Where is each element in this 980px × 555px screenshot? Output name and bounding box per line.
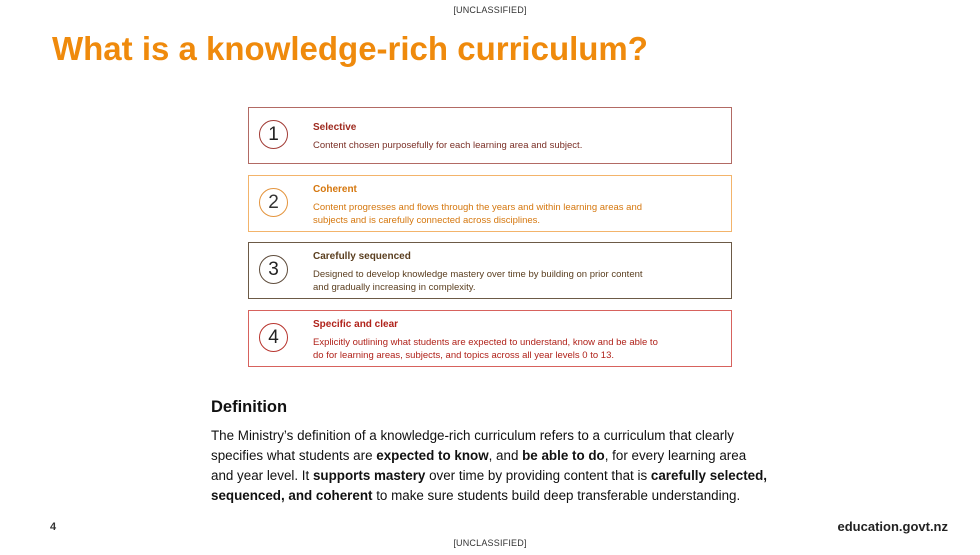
definition-emphasis: expected to know bbox=[376, 448, 489, 463]
definition-text: to make sure students build deep transferable understanding. bbox=[372, 488, 741, 503]
item-box-carefully-sequenced bbox=[248, 242, 732, 299]
item-box-selective bbox=[248, 107, 732, 164]
item-title: Specific and clear bbox=[313, 319, 399, 330]
classification-label-bottom: [UNCLASSIFIED] bbox=[453, 538, 527, 548]
item-title: Carefully sequenced bbox=[313, 251, 411, 262]
item-title: Coherent bbox=[313, 184, 357, 195]
item-box-coherent bbox=[248, 175, 732, 232]
page-number: 4 bbox=[50, 521, 57, 533]
definition-emphasis: carefully selected, sequenced, and coherent bbox=[211, 468, 768, 503]
item-description-line: subjects and is carefully connected across disciplines. bbox=[313, 215, 541, 226]
definition-emphasis: supports mastery bbox=[312, 468, 426, 483]
item-number-circle: 4 bbox=[259, 323, 288, 352]
classification-label-top: [UNCLASSIFIED] bbox=[453, 5, 527, 15]
item-number-circle: 2 bbox=[259, 188, 288, 217]
definition-emphasis: be able to do bbox=[522, 448, 605, 463]
definition-text: over time by providing content that is bbox=[425, 468, 651, 483]
item-number-circle: 3 bbox=[259, 255, 288, 284]
definition-heading: Definition bbox=[211, 398, 288, 416]
definition-text: , for every learning area and year level. It bbox=[211, 448, 747, 483]
item-description-line: Explicitly outlining what students are expected to understand, know and be able to bbox=[313, 337, 658, 348]
item-description-line: and gradually increasing in complexity. bbox=[313, 282, 476, 293]
item-description bbox=[313, 201, 713, 227]
item-description bbox=[313, 336, 713, 362]
item-title: Selective bbox=[313, 122, 357, 133]
item-description bbox=[313, 268, 713, 294]
definition-body bbox=[211, 426, 771, 506]
definition-text: , and bbox=[488, 448, 523, 463]
slide-title: What is a knowledge-rich curriculum? bbox=[52, 30, 648, 67]
item-description-line: Designed to develop knowledge mastery over time by building on prior content bbox=[313, 269, 643, 280]
item-description-line: do for learning areas, subjects, and topics across all year levels 0 to 13. bbox=[313, 350, 614, 361]
footer-website: education.govt.nz bbox=[837, 519, 948, 534]
item-number-circle: 1 bbox=[259, 120, 288, 149]
item-box-specific-and-clear bbox=[248, 310, 732, 367]
definition-text: The Ministry’s definition of a knowledge-rich curriculum refers to a curriculum that clearly specifies what students are bbox=[211, 428, 734, 463]
item-description-line: Content progresses and flows through the years and within learning areas and bbox=[313, 202, 643, 213]
item-description bbox=[313, 139, 713, 152]
item-description-line: Content chosen purposefully for each learning area and subject. bbox=[313, 140, 583, 151]
